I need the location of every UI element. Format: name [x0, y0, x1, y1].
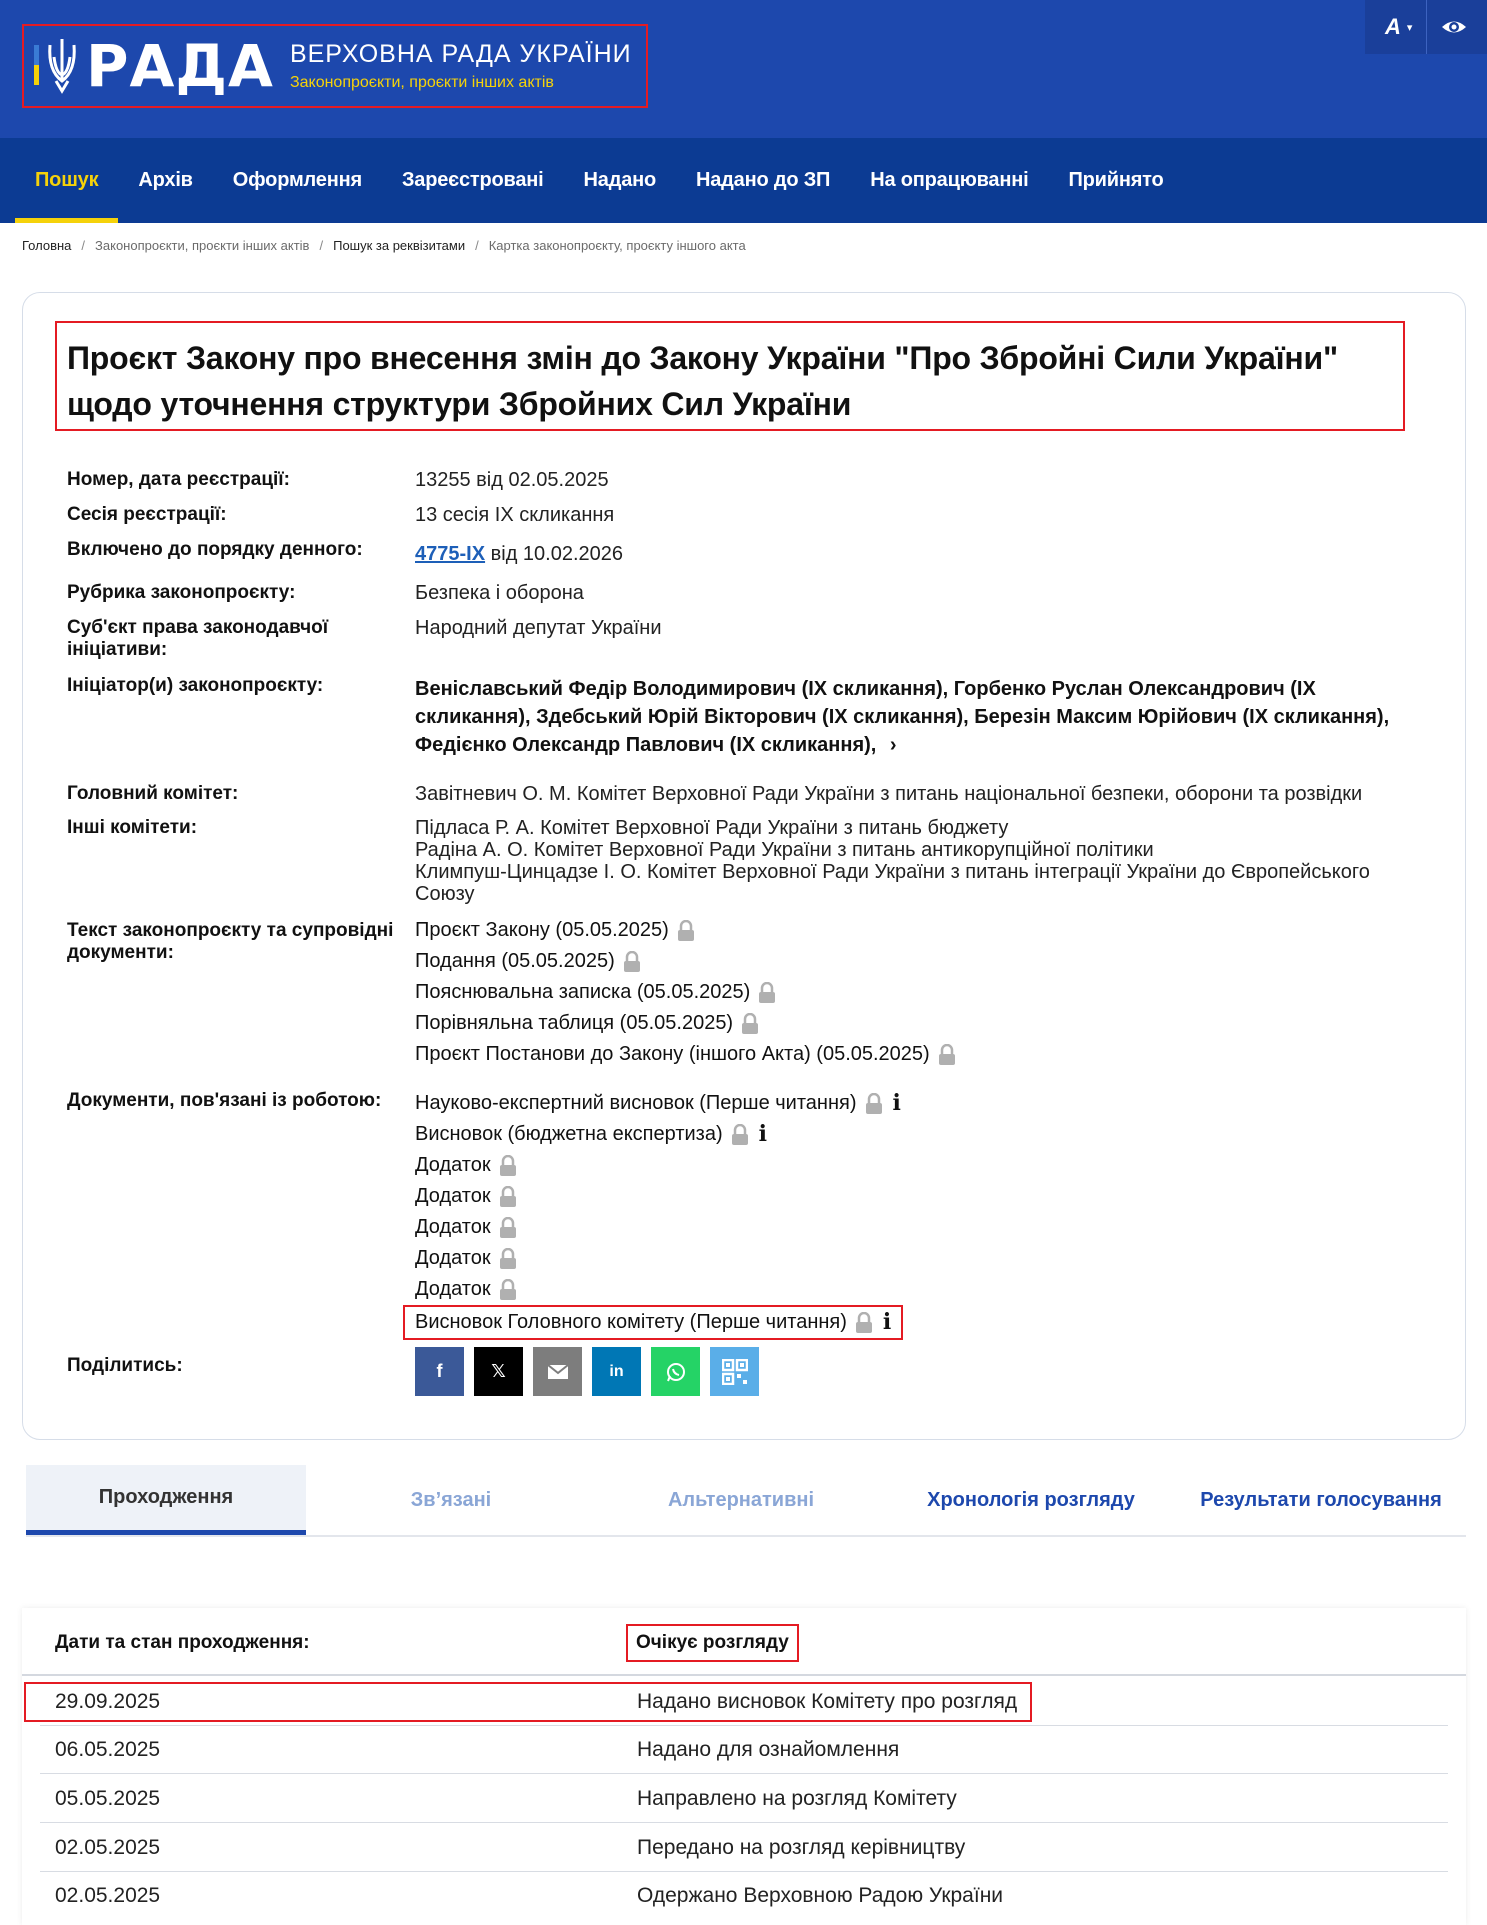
field-initiators	[67, 675, 1427, 759]
lock-icon	[741, 1013, 759, 1035]
document-item[interactable]: Пояснювальна записка (05.05.2025)	[415, 977, 956, 1008]
whatsapp-icon[interactable]	[651, 1347, 700, 1396]
document-item[interactable]: Проєкт Постанови до Закону (іншого Акта) (05.05.2025)	[415, 1039, 956, 1070]
field-label: Документи, пов'язані із роботою:	[67, 1090, 382, 1111]
bill-title-box	[55, 321, 1405, 431]
document-item[interactable]: Науково-експертний висновок (Перше читання) i	[415, 1088, 903, 1119]
passage-status-table	[22, 1608, 1466, 1925]
nav-item-provided[interactable]: Надано	[583, 169, 657, 191]
lock-icon	[499, 1248, 517, 1270]
bill-tabs	[26, 1465, 1466, 1537]
site-title: ВЕРХОВНА РАДА УКРАЇНИ	[289, 39, 632, 68]
row-date: 02.05.2025	[55, 1884, 161, 1907]
field-label: Інші комітети:	[67, 817, 198, 838]
field-value: 13255 від 02.05.2025	[415, 469, 609, 491]
document-item[interactable]: Додаток	[415, 1243, 903, 1274]
field-label: Включено до порядку денного:	[67, 539, 363, 560]
agenda-link[interactable]: 4775-IX	[415, 543, 486, 565]
tab-chronology[interactable]: Хронологія розгляду	[927, 1488, 1135, 1511]
facebook-icon[interactable]: f	[415, 1347, 464, 1396]
field-subject	[67, 617, 1427, 661]
tab-alternative[interactable]: Альтернативні	[667, 1488, 815, 1511]
row-date: 29.09.2025	[55, 1690, 161, 1713]
field-label: Текст законопроєкту та супровідні документи:	[67, 920, 394, 963]
lock-icon	[758, 982, 776, 1004]
nav-item-drafting[interactable]: Оформлення	[232, 169, 362, 191]
field-label: Поділитись:	[67, 1355, 183, 1376]
main-nav	[0, 138, 1487, 223]
document-item[interactable]: Порівняльна таблиця (05.05.2025)	[415, 1008, 956, 1039]
field-rubric	[67, 582, 1427, 604]
tab-passage[interactable]: Проходження	[26, 1465, 306, 1535]
table-row	[40, 1824, 1448, 1872]
tab-related[interactable]: Зв’язані	[410, 1488, 492, 1511]
table-row	[40, 1678, 1448, 1726]
linkedin-icon[interactable]: in	[592, 1347, 641, 1396]
document-item[interactable]: Подання (05.05.2025)	[415, 946, 956, 977]
qr-code-icon[interactable]	[710, 1347, 759, 1396]
status-header	[22, 1608, 1466, 1676]
row-text: Одержано Верховною Радою України	[637, 1884, 1004, 1907]
document-item[interactable]: Додаток	[415, 1181, 903, 1212]
field-registration	[67, 469, 1427, 491]
info-icon[interactable]: i	[758, 1121, 767, 1147]
lock-icon	[499, 1155, 517, 1177]
tab-voting-results[interactable]: Результати голосування	[1200, 1488, 1442, 1511]
chevron-right-icon[interactable]: ›	[889, 734, 897, 756]
breadcrumb-current: Картка законопроєкту, проєкту іншого акта	[488, 238, 746, 253]
field-value: 13 сесія IX скликання	[415, 504, 615, 526]
nav-item-adopted[interactable]: Прийнято	[1068, 169, 1164, 191]
lock-icon	[623, 951, 641, 973]
trident-icon	[32, 35, 82, 97]
document-item-highlighted[interactable]: Висновок Головного комітету (Перше читання) i	[403, 1305, 903, 1340]
agenda-date: від 10.02.2026	[490, 543, 624, 565]
lock-icon	[731, 1124, 749, 1146]
nav-item-archive[interactable]: Архів	[138, 169, 193, 191]
bill-title: Проєкт Закону про внесення змін до Закону України "Про Збройні Сили України" щодо уточнення структури Збройних Сил України	[67, 340, 1338, 422]
document-item[interactable]: Проєкт Закону (05.05.2025)	[415, 915, 956, 946]
breadcrumb-search[interactable]: Пошук за реквізитами	[333, 238, 466, 253]
lock-icon	[865, 1093, 883, 1115]
breadcrumb-bills[interactable]: Законопроєкти, проєкти інших актів	[95, 238, 310, 253]
field-label: Ініціатор(и) законопроєкту:	[67, 675, 324, 696]
site-header	[0, 0, 1487, 138]
row-text: Передано на розгляд керівництву	[637, 1836, 966, 1859]
font-size-toggle[interactable]	[1385, 14, 1412, 40]
field-session	[67, 504, 1427, 526]
lock-icon	[499, 1217, 517, 1239]
field-value: Народний депутат України	[415, 617, 662, 639]
initiators-list[interactable]: Веніславський Федір Володимирович (IX скликання), Горбенко Руслан Олександрович (IX скликання), Здебський Юрій Вікторович (IX скликання), Березін Максим Юрійович (IX скликання), Федієнко Олександр Павлович (IX скликання),	[415, 678, 1390, 756]
row-date: 02.05.2025	[55, 1836, 161, 1859]
nav-item-in-progress[interactable]: На опрацюванні	[870, 169, 1029, 191]
document-item[interactable]: Висновок (бюджетна експертиза) i	[415, 1119, 903, 1150]
row-date: 06.05.2025	[55, 1738, 161, 1761]
breadcrumb-home[interactable]: Головна	[22, 238, 72, 253]
field-other-committees	[67, 817, 1427, 905]
row-text: Направлено на розгляд Комітету	[637, 1787, 957, 1810]
committee-item: Підласа Р. А. Комітет Верховної Ради України з питань бюджету	[415, 817, 1009, 839]
field-label: Рубрика законопроєкту:	[67, 582, 296, 603]
status-label: Дати та стан проходження:	[55, 1632, 310, 1653]
field-value: Завітневич О. М. Комітет Верховної Ради України з питань національної безпеки, оборони та розвідки	[415, 783, 1363, 805]
table-row	[40, 1775, 1448, 1823]
document-item[interactable]: Додаток	[415, 1274, 903, 1305]
row-text: Надано для ознайомлення	[637, 1738, 900, 1761]
field-related-documents	[67, 1090, 1427, 1340]
x-icon[interactable]: 𝕏	[474, 1347, 523, 1396]
field-share	[67, 1355, 1427, 1396]
lock-icon	[499, 1186, 517, 1208]
committee-item: Климпуш-Цинцадзе І. О. Комітет Верховної Ради України з питань інтеграції України до Європейського Союзу	[415, 861, 1370, 905]
status-badge: Очікує розгляду	[626, 1624, 799, 1662]
field-label: Суб'єкт права законодавчої ініціативи:	[67, 617, 329, 660]
field-label: Сесія реєстрації:	[67, 504, 227, 525]
lock-icon	[938, 1044, 956, 1066]
nav-item-provided-zp[interactable]: Надано до ЗП	[696, 169, 831, 191]
logo-word: РАДА	[86, 32, 274, 100]
document-item[interactable]: Додаток	[415, 1212, 903, 1243]
eye-icon[interactable]	[1441, 14, 1467, 40]
table-row	[40, 1726, 1448, 1774]
field-label: Номер, дата реєстрації:	[67, 469, 290, 490]
site-logo[interactable]	[22, 24, 648, 108]
nav-item-registered[interactable]: Зареєстровані	[401, 169, 544, 191]
font-toggle-label: A	[1385, 14, 1401, 39]
lock-icon	[855, 1312, 873, 1334]
field-texts	[67, 920, 1427, 1070]
lock-icon	[677, 920, 695, 942]
row-text: Надано висновок Комітету про розгляд	[637, 1690, 1018, 1713]
document-item[interactable]: Додаток	[415, 1150, 903, 1181]
field-label: Головний комітет:	[67, 783, 239, 804]
nav-item-search[interactable]: Пошук	[15, 138, 118, 223]
row-date: 05.05.2025	[55, 1787, 161, 1810]
email-icon[interactable]	[533, 1347, 582, 1396]
info-icon[interactable]: i	[882, 1309, 892, 1335]
field-value: Безпека і оборона	[415, 582, 584, 604]
breadcrumb: Головна / Законопроєкти, проєкти інших актів / Пошук за реквізитами / Картка законопроєкту, проєкту іншого акта	[22, 238, 746, 253]
chevron-down-icon: ▾	[1406, 21, 1413, 34]
table-row	[40, 1872, 1448, 1920]
info-icon[interactable]: i	[892, 1090, 901, 1116]
committee-item: Радіна А. О. Комітет Верховної Ради України з питань антикорупційної політики	[415, 839, 1154, 861]
field-agenda	[67, 539, 1427, 565]
site-subtitle: Законопроєкти, проєкти інших актів	[289, 74, 554, 92]
field-main-committee	[67, 783, 1427, 805]
lock-icon	[499, 1279, 517, 1301]
accessibility-controls	[1365, 0, 1487, 54]
bill-card	[22, 292, 1466, 1440]
